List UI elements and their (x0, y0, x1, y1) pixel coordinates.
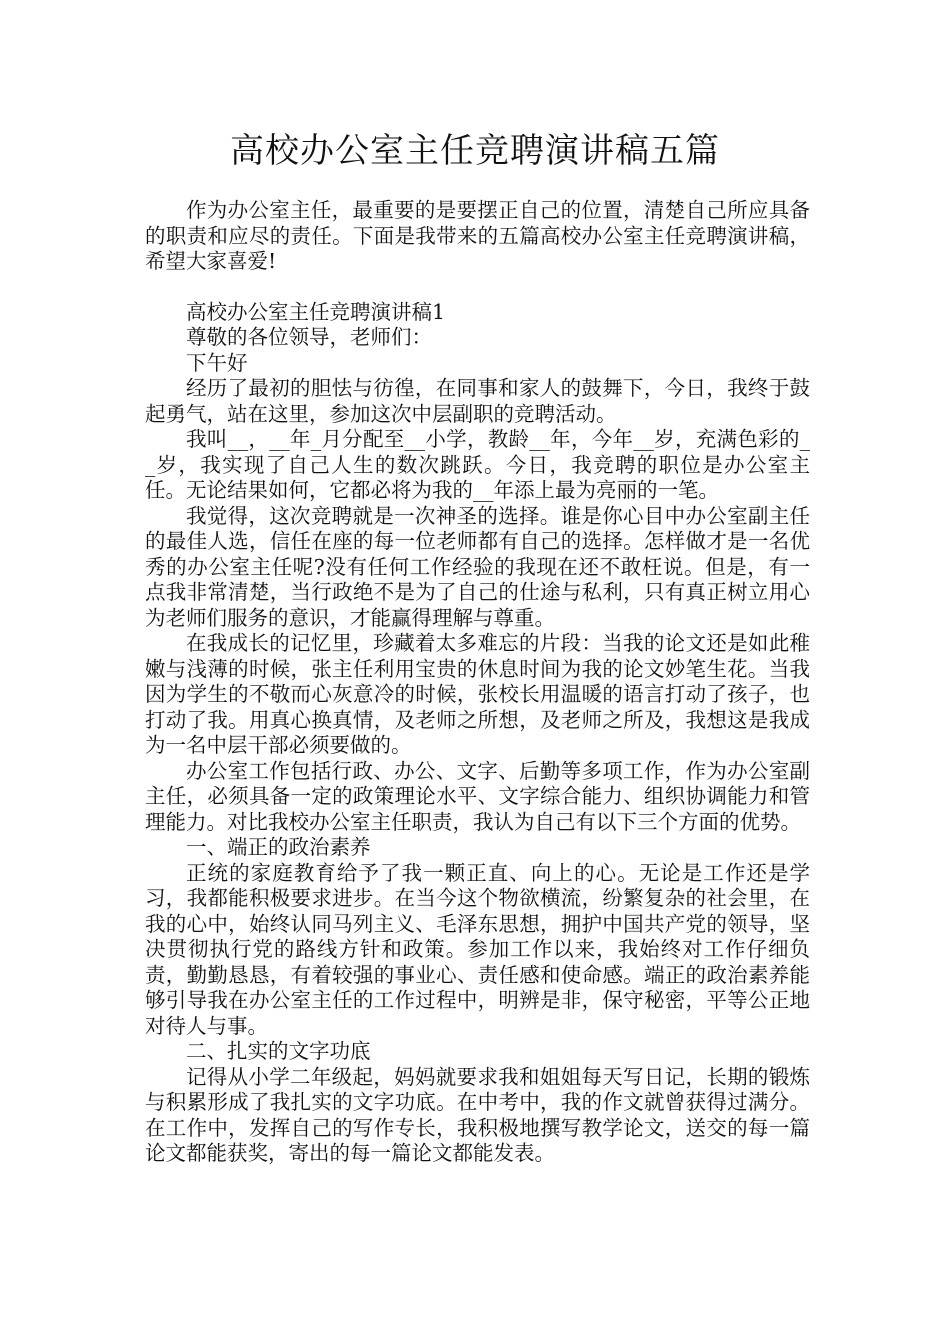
paragraph: 经历了最初的胆怯与彷徨，在同事和家人的鼓舞下，今日，我终于鼓起勇气，站在这里，参加这次中层副职的竞聘活动。 (145, 376, 810, 426)
subheading: 二、扎实的文字功底 (186, 1039, 371, 1063)
paragraph-greeting: 尊敬的各位领导，老师们： (186, 325, 432, 349)
paragraph: 在我成长的记忆里，珍藏着太多难忘的片段：当我的论文还是如此稚嫩与浅薄的时候，张主任利用宝贵的休息时间为我的论文妙笔生花。当我因为学生的不敬而心灰意冷的时候，张校长用温暖的语言打动了孩子，也打动了我。用真心换真情，及老师之所想，及老师之所及，我想这是我成为一名中层干部必须要做的。 (145, 631, 810, 757)
paragraph: 记得从小学二年级起，妈妈就要求我和姐姐每天写日记，长期的锻炼与积累形成了我扎实的文字功底。在中考中，我的作文就曾获得过满分。在工作中，发挥自己的写作专长，我积极地撰写教学论文，送交的每一篇论文都能获奖，寄出的每一篇论文都能发表。 (145, 1064, 810, 1165)
paragraph: 我叫__，__年_月分配至__小学，教龄__年，今年__岁，充满色彩的__岁，我实现了自己人生的数次跳跃。今日，我竞聘的职位是办公室主任。无论结果如何，它都必将为我的__年添上最为亮丽的一笔。 (145, 427, 810, 502)
paragraph-salutation: 下午好 (186, 350, 248, 375)
document-body (145, 198, 810, 1167)
paragraph: 正统的家庭教育给予了我一颗正直、向上的心。无论是工作还是学习，我都能积极要求进步。在当今这个物欲横流，纷繁复杂的社会里，在我的心中，始终认同马列主义、毛泽东思想，拥护中国共产党的领导，坚决贯彻执行党的路线方针和政策。参加工作以来，我始终对工作仔细负责，勤勤恳恳，有着较强的事业心、责任感和使命感。端正的政治素养能够引导我在办公室主任的工作过程中，明辨是非，保守秘密，平等公正地对待人与事。 (145, 860, 810, 1038)
intro-paragraph: 作为办公室主任，最重要的是要摆正自己的位置，清楚自己所应具备的职责和应尽的责任。下面是我带来的五篇高校办公室主任竞聘演讲稿，希望大家喜爱! (145, 198, 810, 273)
section-title: 高校办公室主任竞聘演讲稿1 (186, 299, 446, 324)
document-title: 高校办公室主任竞聘演讲稿五篇 (230, 131, 720, 171)
subheading: 一、端正的政治素养 (186, 835, 371, 859)
paragraph: 我觉得，这次竞聘就是一次神圣的选择。谁是你心目中办公室副主任的最佳人选，信任在座的每一位老师都有自己的选择。怎样做才是一名优秀的办公室主任呢?没有任何工作经验的我现在还不敢枉说。但是，有一点我非常清楚，当行政绝不是为了自己的仕途与私利，只有真正树立用心为老师们服务的意识，才能赢得理解与尊重。 (145, 503, 810, 630)
paragraph: 办公室工作包括行政、办公、文字、后勤等多项工作，作为办公室副主任，必须具备一定的政策理论水平、文字综合能力、组织协调能力和管理能力。对比我校办公室主任职责，我认为自己有以下三个方面的优势。 (145, 758, 810, 834)
